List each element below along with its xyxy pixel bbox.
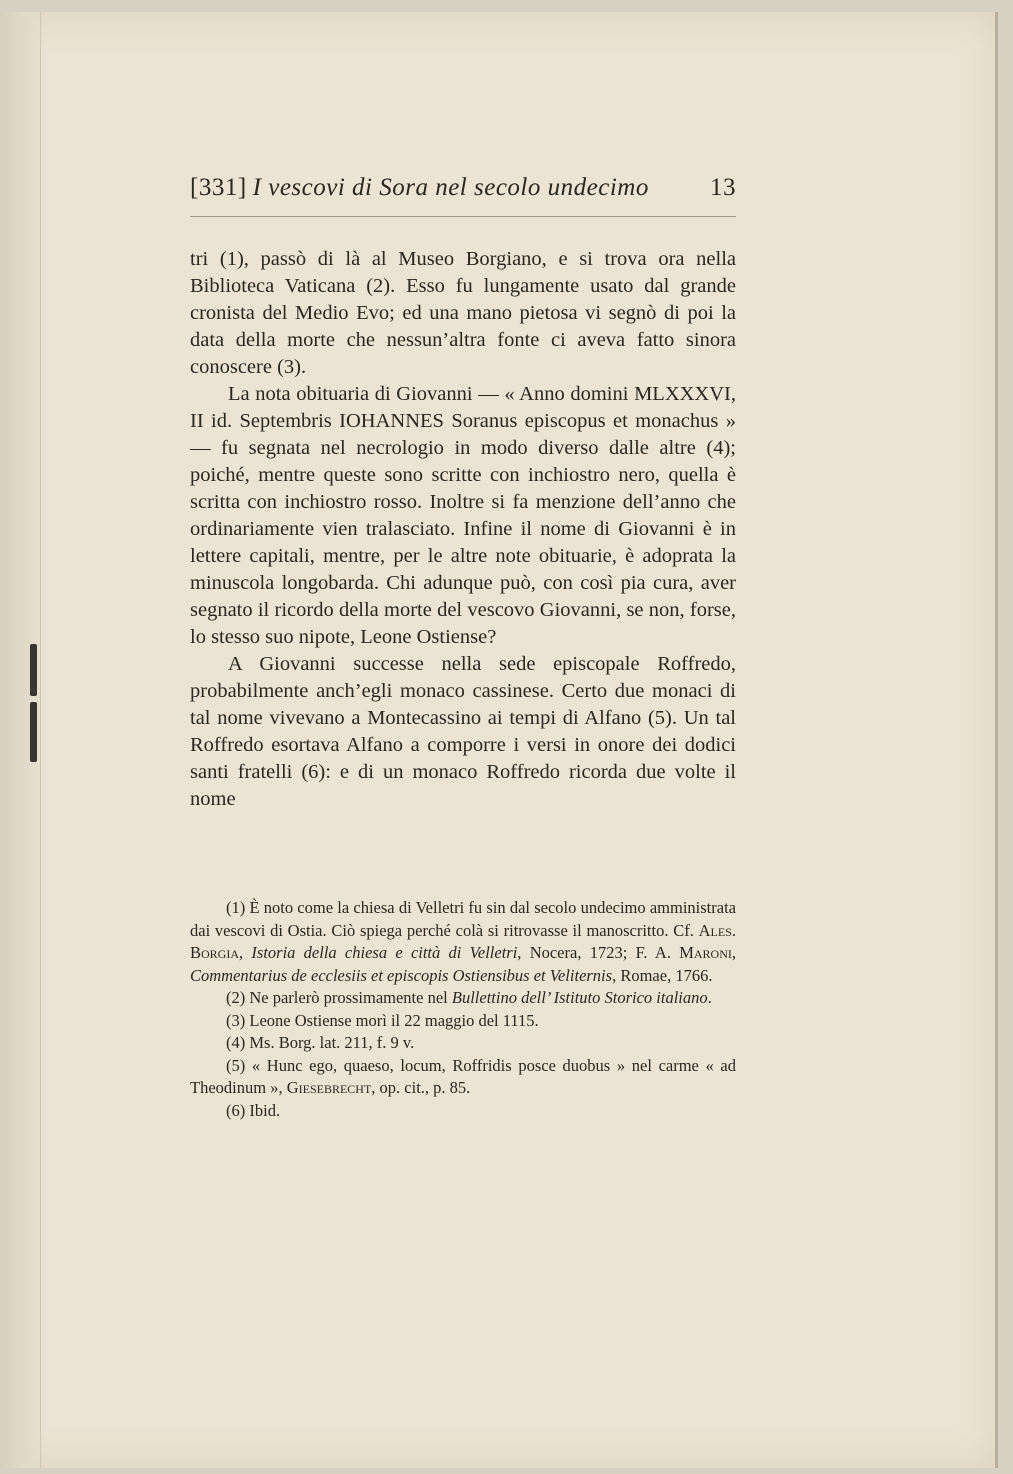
footnotes bbox=[190, 897, 736, 1122]
footnote-1-imprint: , Nocera, 1723; bbox=[517, 943, 636, 962]
running-head bbox=[190, 174, 649, 202]
staple-bottom bbox=[30, 702, 37, 762]
footnote-1 bbox=[190, 897, 736, 987]
staple-top bbox=[30, 644, 37, 696]
title-commentarius: Commentarius de ecclesiis et episcopis Ostiensibus et Veliternis bbox=[190, 965, 613, 985]
author-giesebrecht: Giesebrecht bbox=[286, 1078, 372, 1097]
title-istoria: Istoria della chiesa e città di Velletri bbox=[251, 943, 518, 962]
page-reference: [331] bbox=[190, 174, 247, 201]
footnote-1-end: , Romae, 1766. bbox=[612, 965, 713, 985]
footnote-1-sep2: , bbox=[731, 943, 736, 962]
footnote-3: (3) Leone Ostiense morì il 22 maggio del 1115. bbox=[226, 1010, 539, 1030]
author-maroni: F. A. Maroni bbox=[635, 943, 732, 962]
paragraph-2: La nota obituaria di Giovanni — « Anno domini MLXXXVI, II id. Septembris IOHANNES Soranus episcopus et monachus » — fu segnata nel necrologio in modo diverso dalle altre (4); poiché, mentre queste sono scritte con inchiostro nero, quella è scritta con inchiostro rosso. Inoltre si fa menzione dell’anno che ordinariamente vien tralasciato. Infine il nome di Giovanni è in lettere capitali, mentre, per le altre note obituarie, è adoprata la minuscola longobarda. Chi adunque può, con così pia cura, aver segnato il ricordo della morte del vescovo Giovanni, se non, forse, lo stesso suo nipote, Leone Ostiense? bbox=[190, 383, 736, 648]
paragraph-3: A Giovanni successe nella sede episcopale Roffredo, probabilmente anch’egli monaco cassinese. Certo due monaci di tal nome vivevano a Montecassino ai tempi di Alfano (5). Un tal Roffredo esortava Alfano a comporre i versi in onore dei dodici santi fratelli (6): e di un monaco Roffredo ricorda due volte il nome bbox=[190, 653, 736, 810]
fold-line bbox=[40, 12, 41, 1468]
header-rule bbox=[190, 216, 736, 217]
footnote-1-sep: , bbox=[239, 943, 252, 962]
paragraph-1: tri (1), passò di là al Museo Borgiano, e si trova ora nella Biblioteca Vaticana (2). Esso fu lungamente usato dal grande cronista del Medio Evo; ed una mano pietosa vi segnò di poi la data della morte che nessun’altra fonte ci aveva fatto sinora conoscere (3). bbox=[190, 248, 736, 378]
footnote-1-text: (1) È noto come la chiesa di Velletri fu sin dal secolo undecimo amministrata dai vescovi di Ostia. Ciò spiega perché colà si ritrovasse il manoscritto. Cf. bbox=[190, 898, 736, 940]
title-bullettino: Bullettino dell’ Istituto Storico italiano bbox=[451, 988, 708, 1007]
page-number: 13 bbox=[710, 174, 736, 201]
running-header bbox=[190, 170, 736, 208]
page-edge bbox=[995, 12, 998, 1468]
footnote-4: (4) Ms. Borg. lat. 211, f. 9 v. bbox=[226, 1033, 415, 1052]
footnote-2 bbox=[190, 987, 736, 1010]
footnote-6: (6) Ibid. bbox=[226, 1100, 281, 1120]
footnote-5-end: , op. cit., p. 85. bbox=[371, 1078, 471, 1097]
running-title: I vescovi di Sora nel secolo undecimo bbox=[252, 174, 649, 201]
footnote-5-text: (5) « Hunc ego, quaeso, locum, Roffridis posce duobus » nel carme « ad Theodinum », bbox=[190, 1055, 736, 1097]
footnote-5 bbox=[190, 1055, 736, 1100]
main-text bbox=[190, 246, 736, 813]
author-borgia: Ales. Borgia bbox=[190, 920, 736, 962]
footnote-2-end: . bbox=[707, 988, 712, 1007]
footnote-2-text: (2) Ne parlerò prossimamente nel bbox=[226, 988, 452, 1007]
